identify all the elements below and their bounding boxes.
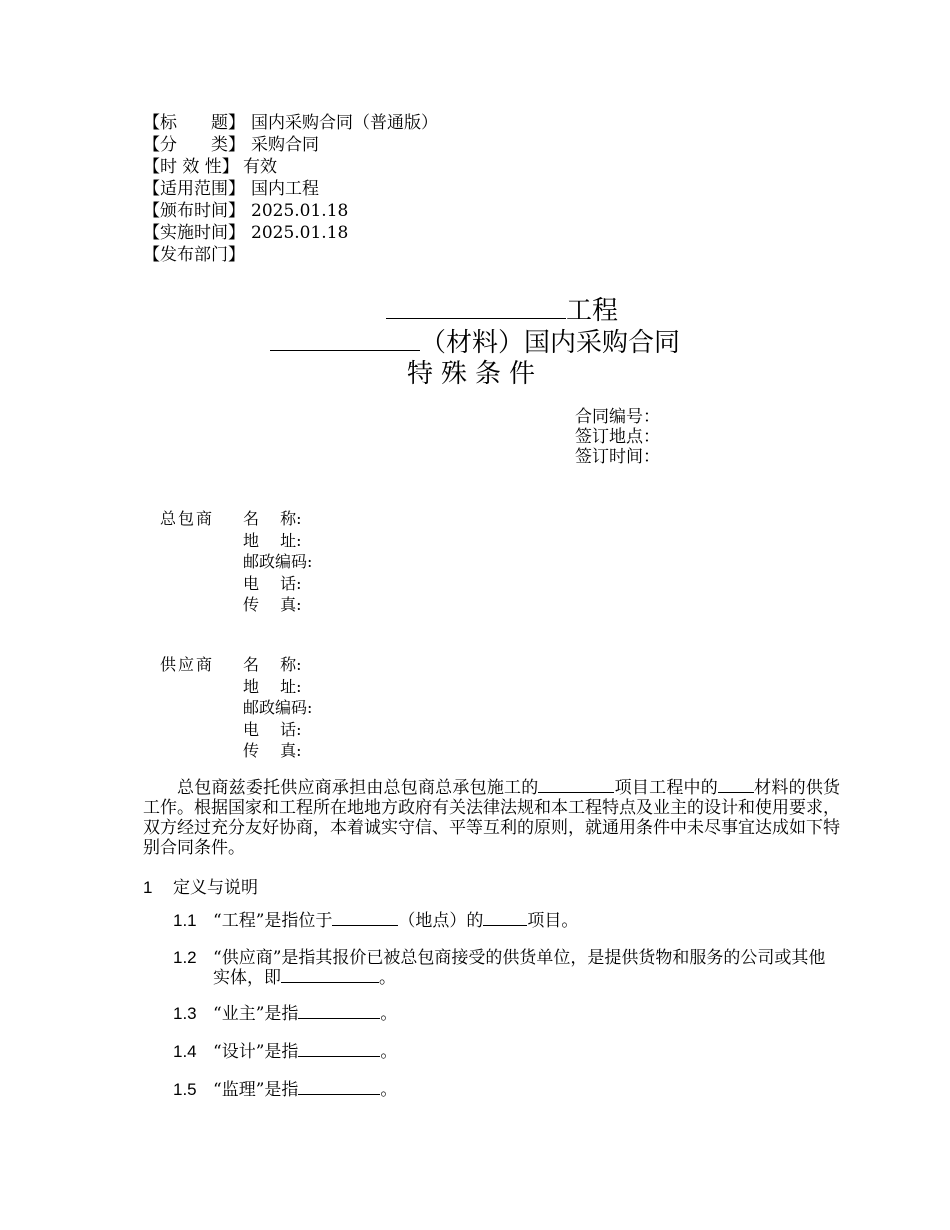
general-contractor-label: 总包商 (160, 509, 215, 528)
heading-contract (0, 324, 950, 359)
clause-1-1-part-b: （地点）的 (398, 911, 484, 931)
intro-part3: 材料的供货工作。根据国家和工程所在地地方政府有关法律法规和本工程特点及业主的设计和使用要求，双方经过充分友好协商，本着诚实守信、平等互利的原则，就通用条件中未尽事宜达成如下特别合同条件。 (143, 778, 841, 858)
meta-scope-label: 【适用范围】 (143, 179, 245, 199)
gc-phone-field: 电 话: (243, 573, 302, 593)
clause-1-5 (173, 1080, 840, 1100)
project-name-blank-2 (483, 911, 527, 926)
clause-1-4-number: 1.4 (173, 1042, 197, 1061)
clause-1-2 (173, 948, 840, 988)
signing-time: 签订时间： (575, 447, 660, 466)
clause-1-2-part-a: “供应商”是指其报价已被总包商接受的供货单位，是提供货物和服务的公司或其他 实体，即 (213, 948, 826, 988)
clause-1-5-part-b: 。 (380, 1080, 398, 1100)
meta-category-label: 【分 类】 (143, 135, 245, 155)
sup-postcode-field: 邮政编码: (243, 698, 313, 717)
heading-line2: （材料）国内采购合同 (419, 327, 680, 357)
signing-place: 签订地点： (575, 427, 660, 446)
meta-title-value: 国内采购合同（普通版） (251, 113, 438, 133)
meta-effective-label: 【实施时间】 (143, 223, 245, 243)
clause-1-4-text (173, 1042, 840, 1062)
gc-fax-field: 传 真: (243, 595, 302, 614)
supervisor-blank (298, 1080, 380, 1095)
meta-dept-label: 【发布部门】 (143, 245, 245, 265)
heading-special-conditions: 特殊条件 (406, 358, 543, 388)
clause-1-1-number: 1.1 (173, 911, 197, 930)
clause-1-3-text (173, 1004, 840, 1024)
section-1-heading (143, 873, 258, 898)
document-metadata (143, 112, 438, 266)
contract-number: 合同编号： (575, 407, 660, 426)
project-blank (538, 778, 614, 793)
sup-address-field: 地 址: (243, 676, 302, 696)
sup-phone-field: 电 话: (243, 719, 302, 739)
heading-line1: 工程 (565, 295, 618, 325)
supplier-fields (243, 654, 312, 762)
clause-1-4 (173, 1042, 840, 1062)
clause-1-4-part-b: 。 (380, 1042, 398, 1062)
meta-title-row (143, 112, 438, 134)
intro-part1: 总包商兹委托供应商承担由总包商总承包施工的 (177, 778, 539, 798)
section-1-number: 1 (143, 878, 153, 897)
section-1-title: 定义与说明 (173, 878, 258, 897)
clause-1-2-part-b: 。 (379, 968, 396, 988)
gc-name-field: 名 称: (243, 509, 302, 528)
meta-validity-label: 【时 效 性】 (143, 157, 239, 177)
clause-1-5-part-a: “监理”是指 (213, 1080, 299, 1100)
meta-issued-label: 【颁布时间】 (143, 201, 245, 221)
clause-1-1 (173, 911, 840, 931)
clause-1-2-text (173, 948, 840, 988)
sup-name-field: 名 称: (243, 655, 302, 674)
clause-1-3 (173, 1004, 840, 1024)
heading-project (0, 292, 950, 327)
gc-address-field: 地 址: (243, 530, 302, 550)
intro-paragraph (143, 778, 840, 858)
project-name-blank (386, 292, 566, 319)
clause-1-5-text (173, 1080, 840, 1100)
meta-issued-row (143, 200, 438, 222)
meta-issued-value: 2025.01.18 (251, 201, 349, 221)
clause-1-3-part-a: “业主”是指 (213, 1004, 299, 1024)
general-contractor-fields (243, 508, 312, 616)
gc-postcode-field: 邮政编码: (243, 552, 313, 571)
meta-validity-value: 有效 (243, 157, 277, 177)
intro-part2: 项目工程中的 (614, 778, 718, 798)
sup-fax-field: 传 真: (243, 741, 302, 760)
meta-title-label: 【标 题】 (143, 113, 245, 133)
meta-validity-row (143, 156, 438, 178)
clause-1-2-number: 1.2 (173, 948, 197, 967)
clause-1-1-text (173, 911, 840, 931)
meta-category-row (143, 134, 438, 156)
owner-blank (298, 1004, 380, 1019)
meta-effective-value: 2025.01.18 (251, 223, 349, 243)
meta-scope-value: 国内工程 (251, 179, 319, 199)
design-blank (298, 1042, 380, 1057)
location-blank (332, 911, 398, 926)
clause-1-3-part-b: 。 (380, 1004, 398, 1024)
supplier-label: 供应商 (160, 655, 215, 674)
meta-category-value: 采购合同 (251, 135, 319, 155)
clause-1-5-number: 1.5 (173, 1080, 197, 1099)
clause-1-3-number: 1.3 (173, 1004, 197, 1023)
meta-scope-row (143, 178, 438, 200)
contract-info (575, 407, 660, 467)
clause-1-4-part-a: “设计”是指 (213, 1042, 299, 1062)
supplier-name-blank (281, 968, 379, 983)
clause-1-1-part-a: “工程”是指位于 (213, 911, 333, 931)
material-name-blank (718, 778, 754, 793)
meta-dept-row (143, 244, 438, 266)
material-blank (270, 324, 420, 351)
clause-1-1-part-c: 项目。 (527, 911, 579, 931)
meta-effective-row (143, 222, 438, 244)
